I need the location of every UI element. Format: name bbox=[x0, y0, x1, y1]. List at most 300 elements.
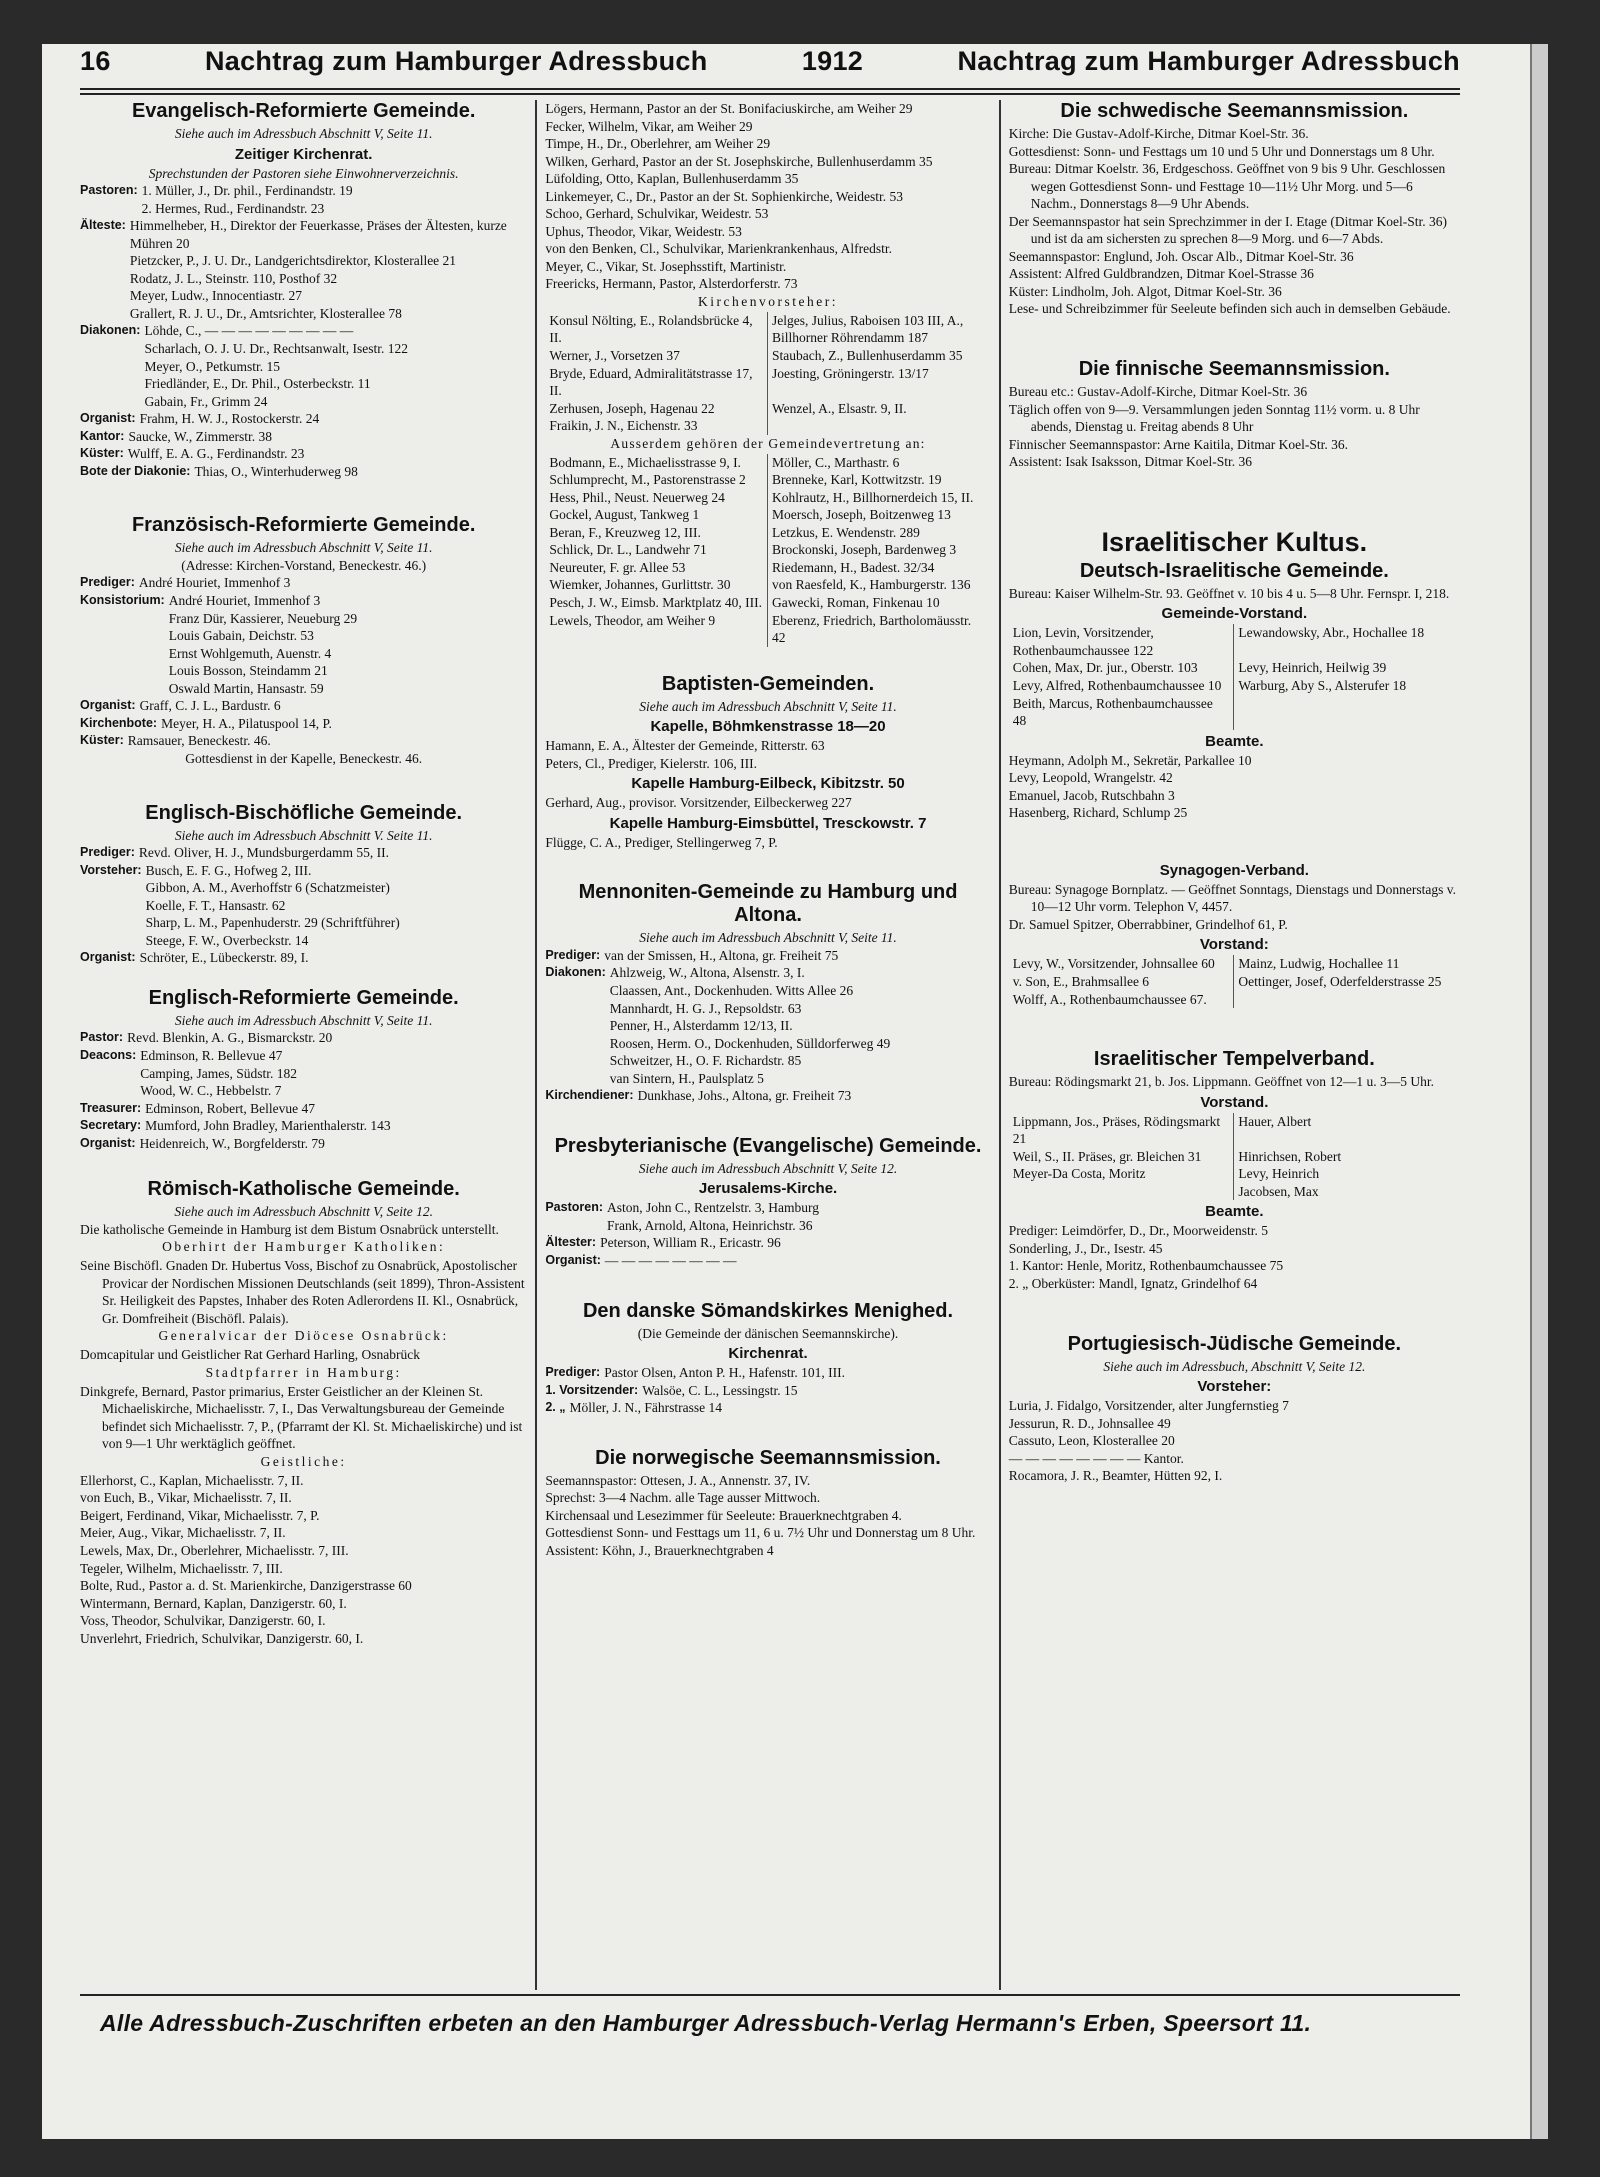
entry-row bbox=[545, 947, 990, 965]
tempel-grid bbox=[1009, 1113, 1460, 1201]
entry-row bbox=[80, 375, 527, 393]
entry-value: Dunkhase, Johs., Altona, gr. Freiheit 73 bbox=[637, 1088, 852, 1104]
list-item: Küster: Lindholm, Joh. Algot, Ditmar Koel-Str. 36 bbox=[1008, 283, 1282, 299]
entry-value: Penner, H., Alsterdamm 12/13, II. bbox=[609, 1018, 793, 1034]
gv-head: Ausserdem gehören der Gemeindevertretung an: bbox=[610, 435, 926, 451]
entry-row bbox=[545, 982, 990, 1000]
grid-cell: Zerhusen, Joseph, Hagenau 22 bbox=[545, 400, 768, 418]
rk-clergy-list bbox=[80, 1472, 527, 1647]
isr-gv-grid bbox=[1009, 624, 1460, 729]
section-eng-bisch bbox=[80, 802, 527, 967]
section-norw bbox=[545, 1447, 990, 1560]
entry-row bbox=[80, 287, 527, 305]
entry-value: Peterson, William R., Ericastr. 96 bbox=[600, 1235, 781, 1251]
grid-cell: Lion, Levin, Vorsitzender, Rothenbaumchaussee 122 bbox=[1009, 624, 1235, 659]
entry-label: Pastoren: bbox=[545, 1200, 603, 1215]
section-ref: Siehe auch im Adressbuch Abschnitt V, Seite 11. bbox=[639, 698, 897, 714]
grid-cell bbox=[1234, 695, 1460, 730]
grid-cell: Moersch, Joseph, Boitzenweg 13 bbox=[772, 507, 951, 523]
kv-grid bbox=[545, 312, 990, 435]
section-syn bbox=[1009, 862, 1460, 1008]
list-item: Kirchensaal und Lesezimmer für Seeleute: Brauerknechtgraben 4. bbox=[545, 1507, 902, 1523]
section-ref: Siehe auch im Adressbuch Abschnitt V, Seite 11. bbox=[639, 930, 897, 946]
entry-row bbox=[80, 305, 527, 323]
entry-value: Löhde, C., — — — — — — — — — bbox=[144, 323, 354, 339]
entry-row bbox=[80, 627, 527, 645]
kapelle-1: Kapelle, Böhmkenstrasse 18—20 bbox=[650, 718, 886, 736]
grid-cell: Fraikin, J. N., Eichenstr. 33 bbox=[545, 417, 768, 435]
rk-clergy-list-cont bbox=[545, 100, 990, 293]
finn-lines bbox=[1009, 383, 1460, 471]
entry-value: André Houriet, Immenhof 3 bbox=[138, 575, 291, 591]
grid-cell: Hinrichsen, Robert bbox=[1238, 1148, 1342, 1164]
entry-row bbox=[545, 1017, 990, 1035]
entry-label: Organist: bbox=[80, 1135, 136, 1150]
rk-para-3: Dinkgrefe, Bernard, Pastor primarius, Erster Geistlicher an der Kleinen St. Michaeliskirche, Michaelisstr. 7, I., Das Verwaltungsbureau der Gemeinde befindet sich Michaelisstr. 7, P., (Pfarramt der Kl. St. Michaeliskirche) und ist von 9—1 Uhr werktäglich geöffnet. bbox=[80, 1383, 523, 1452]
grid-cell bbox=[1234, 991, 1460, 1009]
entry-row bbox=[80, 897, 527, 915]
bapt-line-4: Flügge, C. A., Prediger, Stellingerweg 7, P. bbox=[545, 834, 778, 850]
entry-row bbox=[80, 862, 527, 880]
grid-cell: Lewels, Theodor, am Weiher 9 bbox=[545, 612, 768, 647]
grid-cell: Lippmann, Jos., Präses, Rödingsmarkt 21 bbox=[1009, 1113, 1235, 1148]
section-note: (Adresse: Kirchen-Vorstand, Beneckestr. 46.) bbox=[181, 557, 427, 573]
list-item: Bureau: Synagoge Bornplatz. — Geöffnet Sonntags, Dienstags und Donnerstags v. 10—12 Uhr vorm. Telephon V, 4457. bbox=[1008, 881, 1457, 915]
list-item: Schoo, Gerhard, Schulvikar, Weidestr. 53 bbox=[545, 206, 769, 222]
entry-row bbox=[80, 410, 527, 428]
vorstand-head: Vorstand: bbox=[1199, 936, 1269, 954]
entry-value: Pietzcker, P., J. U. Dr., Landgerichtsdirektor, Klosterallee 21 bbox=[129, 253, 457, 269]
list-item: Täglich offen von 9—9. Versammlungen jeden Sonntag 11½ vorm. u. 8 Uhr abends, Dienstag u. Freitag abends 8 Uhr bbox=[1008, 401, 1420, 435]
entry-value: Edminson, R. Bellevue 47 bbox=[140, 1047, 283, 1063]
list-item: Bolte, Rud., Pastor a. d. St. Marienkirche, Danzigerstrasse 60 bbox=[80, 1578, 412, 1594]
bapt-line-2: Peters, Cl., Prediger, Kielerstr. 106, III. bbox=[545, 755, 758, 771]
entry-label: Pastor: bbox=[80, 1030, 124, 1045]
section-note: (Die Gemeinde der dänischen Seemannskirche). bbox=[637, 1325, 899, 1341]
schwed-lines bbox=[1009, 125, 1460, 318]
list-item: von Euch, B., Vikar, Michaelisstr. 7, II. bbox=[80, 1490, 292, 1506]
entry-label: 1. Vorsitzender: bbox=[545, 1382, 639, 1397]
entry-value: Mumford, John Bradley, Marienthalerstr. 143 bbox=[145, 1118, 391, 1134]
entry-row bbox=[545, 964, 990, 982]
entry-rows bbox=[545, 947, 990, 1105]
list-item: Fecker, Wilhelm, Vikar, am Weiher 29 bbox=[545, 118, 753, 134]
list-item: Assistent: Köhn, J., Brauerknechtgraben 4 bbox=[545, 1542, 774, 1558]
beamte-head: Beamte. bbox=[1205, 732, 1264, 750]
section-bapt bbox=[545, 673, 990, 852]
section-dansk bbox=[545, 1300, 990, 1417]
section-title: Die schwedische Seemannsmission. bbox=[1060, 100, 1409, 122]
grid-cell: Levy, Alfred, Rothenbaumchaussee 10 bbox=[1009, 677, 1235, 695]
grid-cell: Cohen, Max, Dr. jur., Oberstr. 103 bbox=[1009, 659, 1235, 677]
entry-label: Deacons: bbox=[80, 1047, 137, 1062]
section-title: Französisch-Reformierte Gemeinde. bbox=[131, 514, 476, 537]
section-ref: Siehe auch im Adressbuch Abschnitt V, Seite 12. bbox=[174, 1204, 433, 1220]
section-title: Evangelisch-Reformierte Gemeinde. bbox=[131, 100, 476, 122]
list-item: Meier, Aug., Vikar, Michaelisstr. 7, II. bbox=[80, 1525, 286, 1541]
entry-label: Organist: bbox=[80, 950, 136, 965]
entry-row bbox=[545, 1199, 990, 1217]
entry-row bbox=[80, 1047, 527, 1065]
entry-row bbox=[545, 1217, 990, 1235]
grid-cell: Werner, J., Vorsetzen 37 bbox=[545, 347, 768, 365]
entry-row bbox=[80, 1100, 527, 1118]
entry-value: 2. Hermes, Rud., Ferdinandstr. 23 bbox=[141, 200, 325, 216]
list-item: Kirche: Die Gustav-Adolf-Kirche, Ditmar Koel-Str. 36. bbox=[1008, 126, 1309, 141]
grid-cell: Lewandowsky, Abr., Hochallee 18 bbox=[1238, 625, 1425, 641]
entry-row bbox=[80, 645, 527, 663]
entry-value: Koelle, F. T., Hansastr. 62 bbox=[145, 897, 286, 913]
entry-row bbox=[80, 914, 527, 932]
grid-cell: Oettinger, Josef, Oderfelderstrasse 25 bbox=[1238, 974, 1442, 989]
entry-row bbox=[80, 844, 527, 862]
list-item: Lüfolding, Otto, Kaplan, Bullenhuserdamm 35 bbox=[545, 171, 799, 187]
list-item: Linkemeyer, C., Dr., Pastor an der St. Sophienkirche, Weidestr. 53 bbox=[545, 188, 904, 204]
entry-rows bbox=[80, 1029, 527, 1152]
section-subtitle: Deutsch-Israelitische Gemeinde. bbox=[1079, 559, 1389, 582]
entry-value: Gabain, Fr., Grimm 24 bbox=[144, 393, 268, 409]
grid-cell bbox=[1009, 1183, 1235, 1201]
list-item: Lese- und Schreibzimmer für Seeleute befinden sich auch in demselben Gebäude. bbox=[1008, 301, 1451, 317]
grid-cell: Wolff, A., Rothenbaumchaussee 67. bbox=[1009, 991, 1235, 1009]
entry-row bbox=[80, 463, 527, 481]
entry-label: Pastoren: bbox=[80, 183, 138, 198]
rk-head-3: Stadtpfarrer in Hamburg: bbox=[205, 1364, 402, 1380]
section-isr bbox=[1009, 527, 1460, 822]
section-eng-ref bbox=[80, 987, 527, 1152]
grid-cell: Beran, F., Kreuzweg 12, III. bbox=[545, 524, 768, 542]
header-year: 1912 bbox=[801, 46, 864, 76]
section-ref: Siehe auch im Adressbuch Abschnitt V, Seite 11. bbox=[174, 1012, 433, 1028]
list-item: Bureau etc.: Gustav-Adolf-Kirche, Ditmar Koel-Str. 36 bbox=[1008, 384, 1308, 400]
grid-cell: Jacobsen, Max bbox=[1238, 1183, 1319, 1199]
entry-value: Edminson, Robert, Bellevue 47 bbox=[145, 1100, 316, 1116]
entry-value: — — — — — — — — bbox=[604, 1253, 737, 1269]
list-item: Luria, J. Fidalgo, Vorsitzender, alter Jungfernstieg 7 bbox=[1008, 1398, 1289, 1414]
entry-value: Busch, E. F. G., Hofweg 2, III. bbox=[145, 862, 312, 878]
grid-cell: Levy, W., Vorsitzender, Johnsallee 60 bbox=[1009, 955, 1235, 973]
list-item: Gottesdienst Sonn- und Festtags um 11, 6 u. 7½ Uhr und Donnerstag um 8 Uhr. bbox=[545, 1525, 976, 1541]
list-item: Gottesdienst: Sonn- und Festtags um 10 und 5 Uhr und Donnerstags um 8 Uhr. bbox=[1008, 143, 1435, 159]
entry-label: Diakonen: bbox=[545, 965, 606, 980]
grid-cell: Kohlrautz, H., Billhornerdeich 15, II. bbox=[772, 489, 974, 505]
grid-cell: Brenneke, Karl, Kottwitzstr. 19 bbox=[772, 472, 942, 488]
entry-row bbox=[545, 1399, 990, 1417]
sub-title: Zeitiger Kirchenrat. bbox=[234, 145, 373, 163]
entry-label: Prediger: bbox=[545, 1365, 601, 1380]
entry-row bbox=[545, 1035, 990, 1053]
list-item: Levy, Leopold, Wrangelstr. 42 bbox=[1008, 770, 1173, 786]
list-item: — — — — — — — — Kantor. bbox=[1008, 1450, 1184, 1466]
section-fr-ref bbox=[80, 514, 527, 767]
grid-cell: Eberenz, Friedrich, Bartholomäusstr. 42 bbox=[772, 612, 972, 646]
section-menn bbox=[545, 881, 990, 1104]
list-item: Heymann, Adolph M., Sekretär, Parkallee 10 bbox=[1008, 752, 1252, 768]
entry-label: 2. „ bbox=[545, 1400, 566, 1415]
entry-row bbox=[80, 732, 527, 750]
entry-value: Gibbon, A. M., Averhoffstr 6 (Schatzmeister) bbox=[145, 880, 390, 896]
grid-cell: Bryde, Eduard, Admiralitätstrasse 17, II. bbox=[545, 365, 768, 400]
list-item: Voss, Theodor, Schulvikar, Danzigerstr. 60, I. bbox=[80, 1613, 326, 1629]
entry-row bbox=[80, 217, 527, 252]
list-item: Cassuto, Leon, Klosterallee 20 bbox=[1008, 1433, 1175, 1449]
entry-value: Himmelheber, H., Direktor der Feuerkasse, Präses der Ältesten, kurze Mühren 20 bbox=[129, 218, 507, 251]
grid-cell: Levy, Heinrich, Heilwig 39 bbox=[1238, 660, 1387, 676]
entry-row bbox=[545, 1052, 990, 1070]
sub-title: Kirchenrat. bbox=[728, 1345, 808, 1363]
grid-cell: von Raesfeld, K., Hamburgerstr. 136 bbox=[772, 577, 971, 593]
entry-value: Roosen, Herm. O., Dockenhuden, Sülldorferweg 49 bbox=[609, 1035, 891, 1051]
entry-row bbox=[80, 252, 527, 270]
section-title: Baptisten-Gemeinden. bbox=[661, 672, 875, 695]
section-title: Israelitischer Tempelverband. bbox=[1093, 1048, 1375, 1071]
entry-value: Meyer, Ludw., Innocentiastr. 27 bbox=[129, 288, 303, 304]
section-title: Presbyterianische (Evangelische) Gemeinde. bbox=[554, 1134, 982, 1157]
entry-value: Ernst Wohlgemuth, Auenstr. 4 bbox=[168, 645, 332, 661]
vorstand-head: Vorstand. bbox=[1200, 1093, 1269, 1111]
entry-label: Treasurer: bbox=[80, 1100, 142, 1115]
rk-head-2: Generalvicar der Diöcese Osnabrück: bbox=[158, 1328, 449, 1344]
list-item: Finnischer Seemannspastor: Arne Kaitila, Ditmar Koel-Str. 36. bbox=[1008, 436, 1349, 452]
entry-value: Graff, C. J. L., Bardustr. 6 bbox=[139, 698, 281, 714]
isr-bureau: Bureau: Kaiser Wilhelm-Str. 93. Geöffnet v. 10 bis 4 u. 5—8 Uhr. Fernspr. I, 218. bbox=[1008, 585, 1450, 601]
entry-label: Kirchendiener: bbox=[545, 1088, 634, 1103]
entry-row bbox=[80, 182, 527, 200]
entry-row bbox=[80, 879, 527, 897]
grid-cell: Wenzel, A., Elsastr. 9, II. bbox=[772, 400, 907, 416]
grid-cell: Weil, S., II. Präses, gr. Bleichen 31 bbox=[1009, 1148, 1235, 1166]
entry-value: Walsöe, C. L., Lessingstr. 15 bbox=[642, 1382, 798, 1398]
header-left-title: Nachtrag zum Hamburger Adressbuch bbox=[204, 46, 708, 76]
list-item: 1. Kantor: Henle, Moritz, Rothenbaumchaussee 75 bbox=[1008, 1258, 1284, 1274]
entry-rows bbox=[80, 182, 527, 480]
entry-row bbox=[80, 1029, 527, 1047]
entry-value: Wood, W. C., Hebbelstr. 7 bbox=[140, 1083, 282, 1099]
entry-value: Meyer, O., Petkumstr. 15 bbox=[144, 358, 281, 374]
entry-row bbox=[545, 1000, 990, 1018]
section-title: Die norwegische Seemannsmission. bbox=[595, 1446, 941, 1469]
section-port bbox=[1009, 1333, 1460, 1485]
list-item: Lögers, Hermann, Pastor an der St. Bonifaciuskirche, am Weiher 29 bbox=[545, 101, 913, 116]
section-title: Den danske Sömandskirkes Menighed. bbox=[582, 1299, 954, 1322]
column-2 bbox=[535, 100, 998, 1990]
list-item: Meyer, C., Vikar, St. Josephsstift, Martinistr. bbox=[545, 258, 787, 274]
entry-row bbox=[80, 322, 527, 340]
entry-label: Kantor: bbox=[80, 428, 125, 443]
grid-cell: Staubach, Z., Bullenhuserdamm 35 bbox=[772, 348, 963, 363]
kapelle-2: Kapelle Hamburg-Eilbeck, Kibitzstr. 50 bbox=[631, 775, 905, 793]
list-item: Freericks, Hermann, Pastor, Alsterdorferstr. 73 bbox=[545, 276, 798, 292]
list-item: Emanuel, Jacob, Rutschbahn 3 bbox=[1008, 787, 1175, 803]
entry-value: Louis Bosson, Steindamm 21 bbox=[168, 663, 328, 679]
entry-value: Aston, John C., Rentzelstr. 3, Hamburg bbox=[607, 1200, 819, 1216]
entry-value: Pastor Olsen, Anton P. H., Hafenstr. 101, III. bbox=[604, 1365, 845, 1381]
entry-label: Bote der Diakonie: bbox=[80, 463, 191, 478]
grid-cell: Bodmann, E., Michaelisstrasse 9, I. bbox=[545, 454, 768, 472]
entry-row bbox=[80, 1082, 527, 1100]
entry-label: Küster: bbox=[80, 733, 124, 748]
tempel-beamte bbox=[1009, 1222, 1460, 1292]
list-item: von den Benken, Cl., Schulvikar, Marienkrankenhaus, Alfredstr. bbox=[545, 241, 892, 257]
list-item: Timpe, H., Dr., Oberlehrer, am Weiher 29 bbox=[545, 136, 771, 152]
entry-rows bbox=[545, 1199, 990, 1269]
gv-head: Gemeinde-Vorstand. bbox=[1161, 605, 1308, 623]
grid-cell: Gawecki, Roman, Finkenau 10 bbox=[772, 595, 940, 610]
list-item: Unverlehrt, Friedrich, Schulvikar, Danzigerstr. 60, I. bbox=[80, 1630, 364, 1646]
column-1 bbox=[80, 100, 535, 1990]
entry-value: Frank, Arnold, Altona, Heinrichstr. 36 bbox=[607, 1217, 813, 1233]
section-title: Mennoniten-Gemeinde zu Hamburg und Altona. bbox=[578, 881, 958, 927]
entry-value: Heidenreich, W., Borgfelderstr. 79 bbox=[139, 1135, 325, 1151]
syn-lines bbox=[1009, 881, 1460, 934]
section-schwed bbox=[1009, 100, 1460, 318]
entry-label: Organist: bbox=[545, 1253, 601, 1268]
entry-value: Ramsauer, Beneckestr. 46. bbox=[127, 733, 271, 749]
entry-label: Secretary: bbox=[80, 1118, 142, 1133]
entry-row bbox=[80, 680, 527, 698]
isr-beamte bbox=[1009, 752, 1460, 822]
entry-row bbox=[80, 662, 527, 680]
entry-label: Älteste: bbox=[80, 218, 126, 233]
entry-label: Prediger: bbox=[80, 575, 135, 590]
grid-cell: Schlumprecht, M., Pastorenstrasse 2 bbox=[545, 471, 768, 489]
port-lines bbox=[1009, 1397, 1460, 1485]
three-column-body bbox=[80, 100, 1460, 1990]
page-header bbox=[80, 46, 1460, 80]
list-item: Rocamora, J. R., Beamter, Hütten 92, I. bbox=[1008, 1468, 1223, 1484]
grid-cell: Mainz, Ludwig, Hochallee 11 bbox=[1238, 956, 1400, 972]
entry-value: Thias, O., Winterhuderweg 98 bbox=[194, 463, 358, 479]
entry-value: Steege, F. W., Overbeckstr. 14 bbox=[145, 932, 309, 948]
bapt-line-3: Gerhard, Aug., provisor. Vorsitzender, Eilbeckerweg 227 bbox=[545, 795, 852, 811]
grid-cell bbox=[768, 417, 991, 435]
list-item: Sprechst: 3—4 Nachm. alle Tage ausser Mittwoch. bbox=[545, 1490, 821, 1506]
entry-rows bbox=[80, 574, 527, 749]
entry-row bbox=[80, 932, 527, 950]
entry-row bbox=[80, 393, 527, 411]
list-item: Seemannspastor: Englund, Joh. Oscar Alb., Ditmar Koel-Str. 36 bbox=[1008, 248, 1354, 264]
entry-rows bbox=[80, 844, 527, 967]
entry-label: Vorsteher: bbox=[80, 862, 142, 877]
grid-cell: Hauer, Albert bbox=[1238, 1113, 1312, 1129]
kapelle-3: Kapelle Hamburg-Eimsbüttel, Tresckowstr. 7 bbox=[609, 814, 927, 832]
grid-cell: Schlick, Dr. L., Landwehr 71 bbox=[545, 541, 768, 559]
list-item: Seemannspastor: Ottesen, J. A., Annenstr. 37, IV. bbox=[545, 1472, 811, 1488]
entry-row bbox=[80, 574, 527, 592]
section-title: Israelitischer Kultus. bbox=[1101, 526, 1368, 557]
section-title: Römisch-Katholische Gemeinde. bbox=[147, 1178, 460, 1201]
entry-value: Saucke, W., Zimmerstr. 38 bbox=[128, 428, 273, 444]
entry-label: Kirchenbote: bbox=[80, 715, 158, 730]
list-item: Hasenberg, Richard, Schlump 25 bbox=[1008, 805, 1188, 821]
section-finn bbox=[1009, 358, 1460, 471]
entry-label: Ältester: bbox=[545, 1235, 597, 1250]
entry-row bbox=[80, 949, 527, 967]
page-number: 16 bbox=[80, 46, 111, 76]
section-presb bbox=[545, 1135, 990, 1270]
entry-value: Wulff, E. A. G., Ferdinandstr. 23 bbox=[127, 446, 305, 462]
entry-row bbox=[80, 592, 527, 610]
entry-value: Franz Dür, Kassierer, Neueburg 29 bbox=[168, 610, 358, 626]
rk-intro: Die katholische Gemeinde in Hamburg ist dem Bistum Osnabrück unterstellt. bbox=[80, 1221, 499, 1237]
list-item: Prediger: Leimdörfer, D., Dr., Moorweidenstr. 5 bbox=[1008, 1223, 1268, 1239]
header-rule bbox=[80, 88, 1460, 90]
entry-value: Revd. Oliver, H. J., Mundsburgerdamm 55, II. bbox=[138, 845, 389, 861]
entry-rows bbox=[545, 1364, 990, 1417]
entry-label: Organist: bbox=[80, 698, 136, 713]
section-ref: Siehe auch im Adressbuch, Abschnitt V, Seite 12. bbox=[1103, 1358, 1366, 1374]
list-item: Tegeler, Wilhelm, Michaelisstr. 7, III. bbox=[80, 1560, 283, 1576]
list-item: Wintermann, Bernard, Kaplan, Danzigerstr. 60, I. bbox=[80, 1595, 347, 1611]
entry-value: Ahlzweig, W., Altona, Alsenstr. 3, I. bbox=[609, 965, 805, 981]
grid-cell: Hess, Phil., Neust. Neuerweg 24 bbox=[545, 489, 768, 507]
section-note: Sprechstunden der Pastoren siehe Einwohnerverzeichnis. bbox=[148, 165, 459, 181]
section-title: Portugiesisch-Jüdische Gemeinde. bbox=[1067, 1332, 1402, 1355]
section-title: Die finnische Seemannsmission. bbox=[1078, 358, 1390, 381]
entry-value: Sharp, L. M., Papenhuderstr. 29 (Schriftführer) bbox=[145, 915, 400, 931]
grid-cell: v. Son, E., Brahmsallee 6 bbox=[1009, 973, 1235, 991]
entry-row bbox=[545, 1382, 990, 1400]
entry-label: Konsistorium: bbox=[80, 593, 165, 608]
list-item: Ellerhorst, C., Kaplan, Michaelisstr. 7, II. bbox=[80, 1472, 304, 1488]
entry-row bbox=[80, 1117, 527, 1135]
list-item: 2. „ Oberküster: Mandl, Ignatz, Grindelhof 64 bbox=[1008, 1276, 1258, 1292]
book-spine bbox=[1530, 44, 1548, 2139]
list-item: Jessurun, R. D., Johnsallee 49 bbox=[1008, 1415, 1171, 1431]
grid-cell: Letzkus, E. Wendenstr. 289 bbox=[772, 524, 920, 540]
bapt-line-1: Hamann, E. A., Ältester der Gemeinde, Ritterstr. 63 bbox=[545, 738, 825, 754]
list-item: Lewels, Max, Dr., Oberlehrer, Michaelisstr. 7, III. bbox=[80, 1543, 349, 1559]
entry-row bbox=[80, 610, 527, 628]
entry-row bbox=[80, 358, 527, 376]
entry-value: van Sintern, H., Paulsplatz 5 bbox=[609, 1070, 764, 1086]
beamte-head: Beamte. bbox=[1205, 1203, 1264, 1221]
list-item: Uphus, Theodor, Vikar, Weidestr. 53 bbox=[545, 223, 742, 239]
entry-row bbox=[80, 697, 527, 715]
entry-label: Prediger: bbox=[80, 845, 135, 860]
rk-para-2: Domcapitular und Geistlicher Rat Gerhard Harling, Osnabrück bbox=[80, 1347, 421, 1363]
rk-head-4: Geistliche: bbox=[260, 1453, 347, 1469]
grid-cell: Levy, Heinrich bbox=[1238, 1166, 1320, 1182]
syn-grid bbox=[1009, 955, 1460, 1008]
list-item: Assistent: Isak Isaksson, Ditmar Koel-Str. 36 bbox=[1008, 454, 1253, 470]
header-rule-2 bbox=[80, 93, 1460, 95]
grid-cell: Möller, C., Marthastr. 6 bbox=[772, 454, 900, 470]
entry-row bbox=[80, 715, 527, 733]
entry-label: Organist: bbox=[80, 411, 136, 426]
column-3 bbox=[999, 100, 1460, 1990]
section-ref: Siehe auch im Adressbuch Abschnitt V, Seite 12. bbox=[638, 1160, 898, 1176]
entry-value: Schweitzer, H., O. F. Richardstr. 85 bbox=[609, 1053, 802, 1069]
section-title: Englisch-Bischöfliche Gemeinde. bbox=[145, 801, 463, 824]
gv-grid bbox=[545, 454, 990, 647]
grid-cell: Konsul Nölting, E., Rolandsbrücke 4, II. bbox=[545, 312, 768, 347]
entry-row bbox=[80, 428, 527, 446]
entry-value: Camping, James, Südstr. 182 bbox=[140, 1065, 298, 1081]
section-ref: Siehe auch im Adressbuch Abschnitt V, Seite 11. bbox=[174, 126, 433, 141]
list-item: Assistent: Alfred Guldbrandzen, Ditmar Koel-Strasse 36 bbox=[1008, 266, 1314, 282]
section-title: Synagogen-Verband. bbox=[1159, 861, 1309, 879]
entry-value: Friedländer, E., Dr. Phil., Osterbeckstr. 11 bbox=[144, 376, 371, 392]
list-item: Beigert, Ferdinand, Vikar, Michaelisstr. 7, P. bbox=[80, 1507, 320, 1523]
grid-cell: Beith, Marcus, Rothenbaumchaussee 48 bbox=[1009, 695, 1235, 730]
entry-value: Meyer, H. A., Pilatuspool 14, P. bbox=[161, 715, 332, 731]
list-item: Bureau: Ditmar Koelstr. 36, Erdgeschoss. Geöffnet von 9 bis 9 Uhr. Geschlossen wegen Gottesdienst Sonn- und Festtage 10—11½ Uhr Morg. und 5—6 Nachm., Donnerstags 8—9 Uhr Abends. bbox=[1008, 161, 1446, 212]
list-item: Sonderling, J., Dr., Isestr. 45 bbox=[1008, 1240, 1163, 1256]
entry-value: Grallert, R. J. U., Dr., Amtsrichter, Klosterallee 78 bbox=[129, 305, 402, 321]
sub-title: Jerusalems-Kirche. bbox=[698, 1180, 838, 1198]
section-rk-cont bbox=[545, 100, 990, 647]
